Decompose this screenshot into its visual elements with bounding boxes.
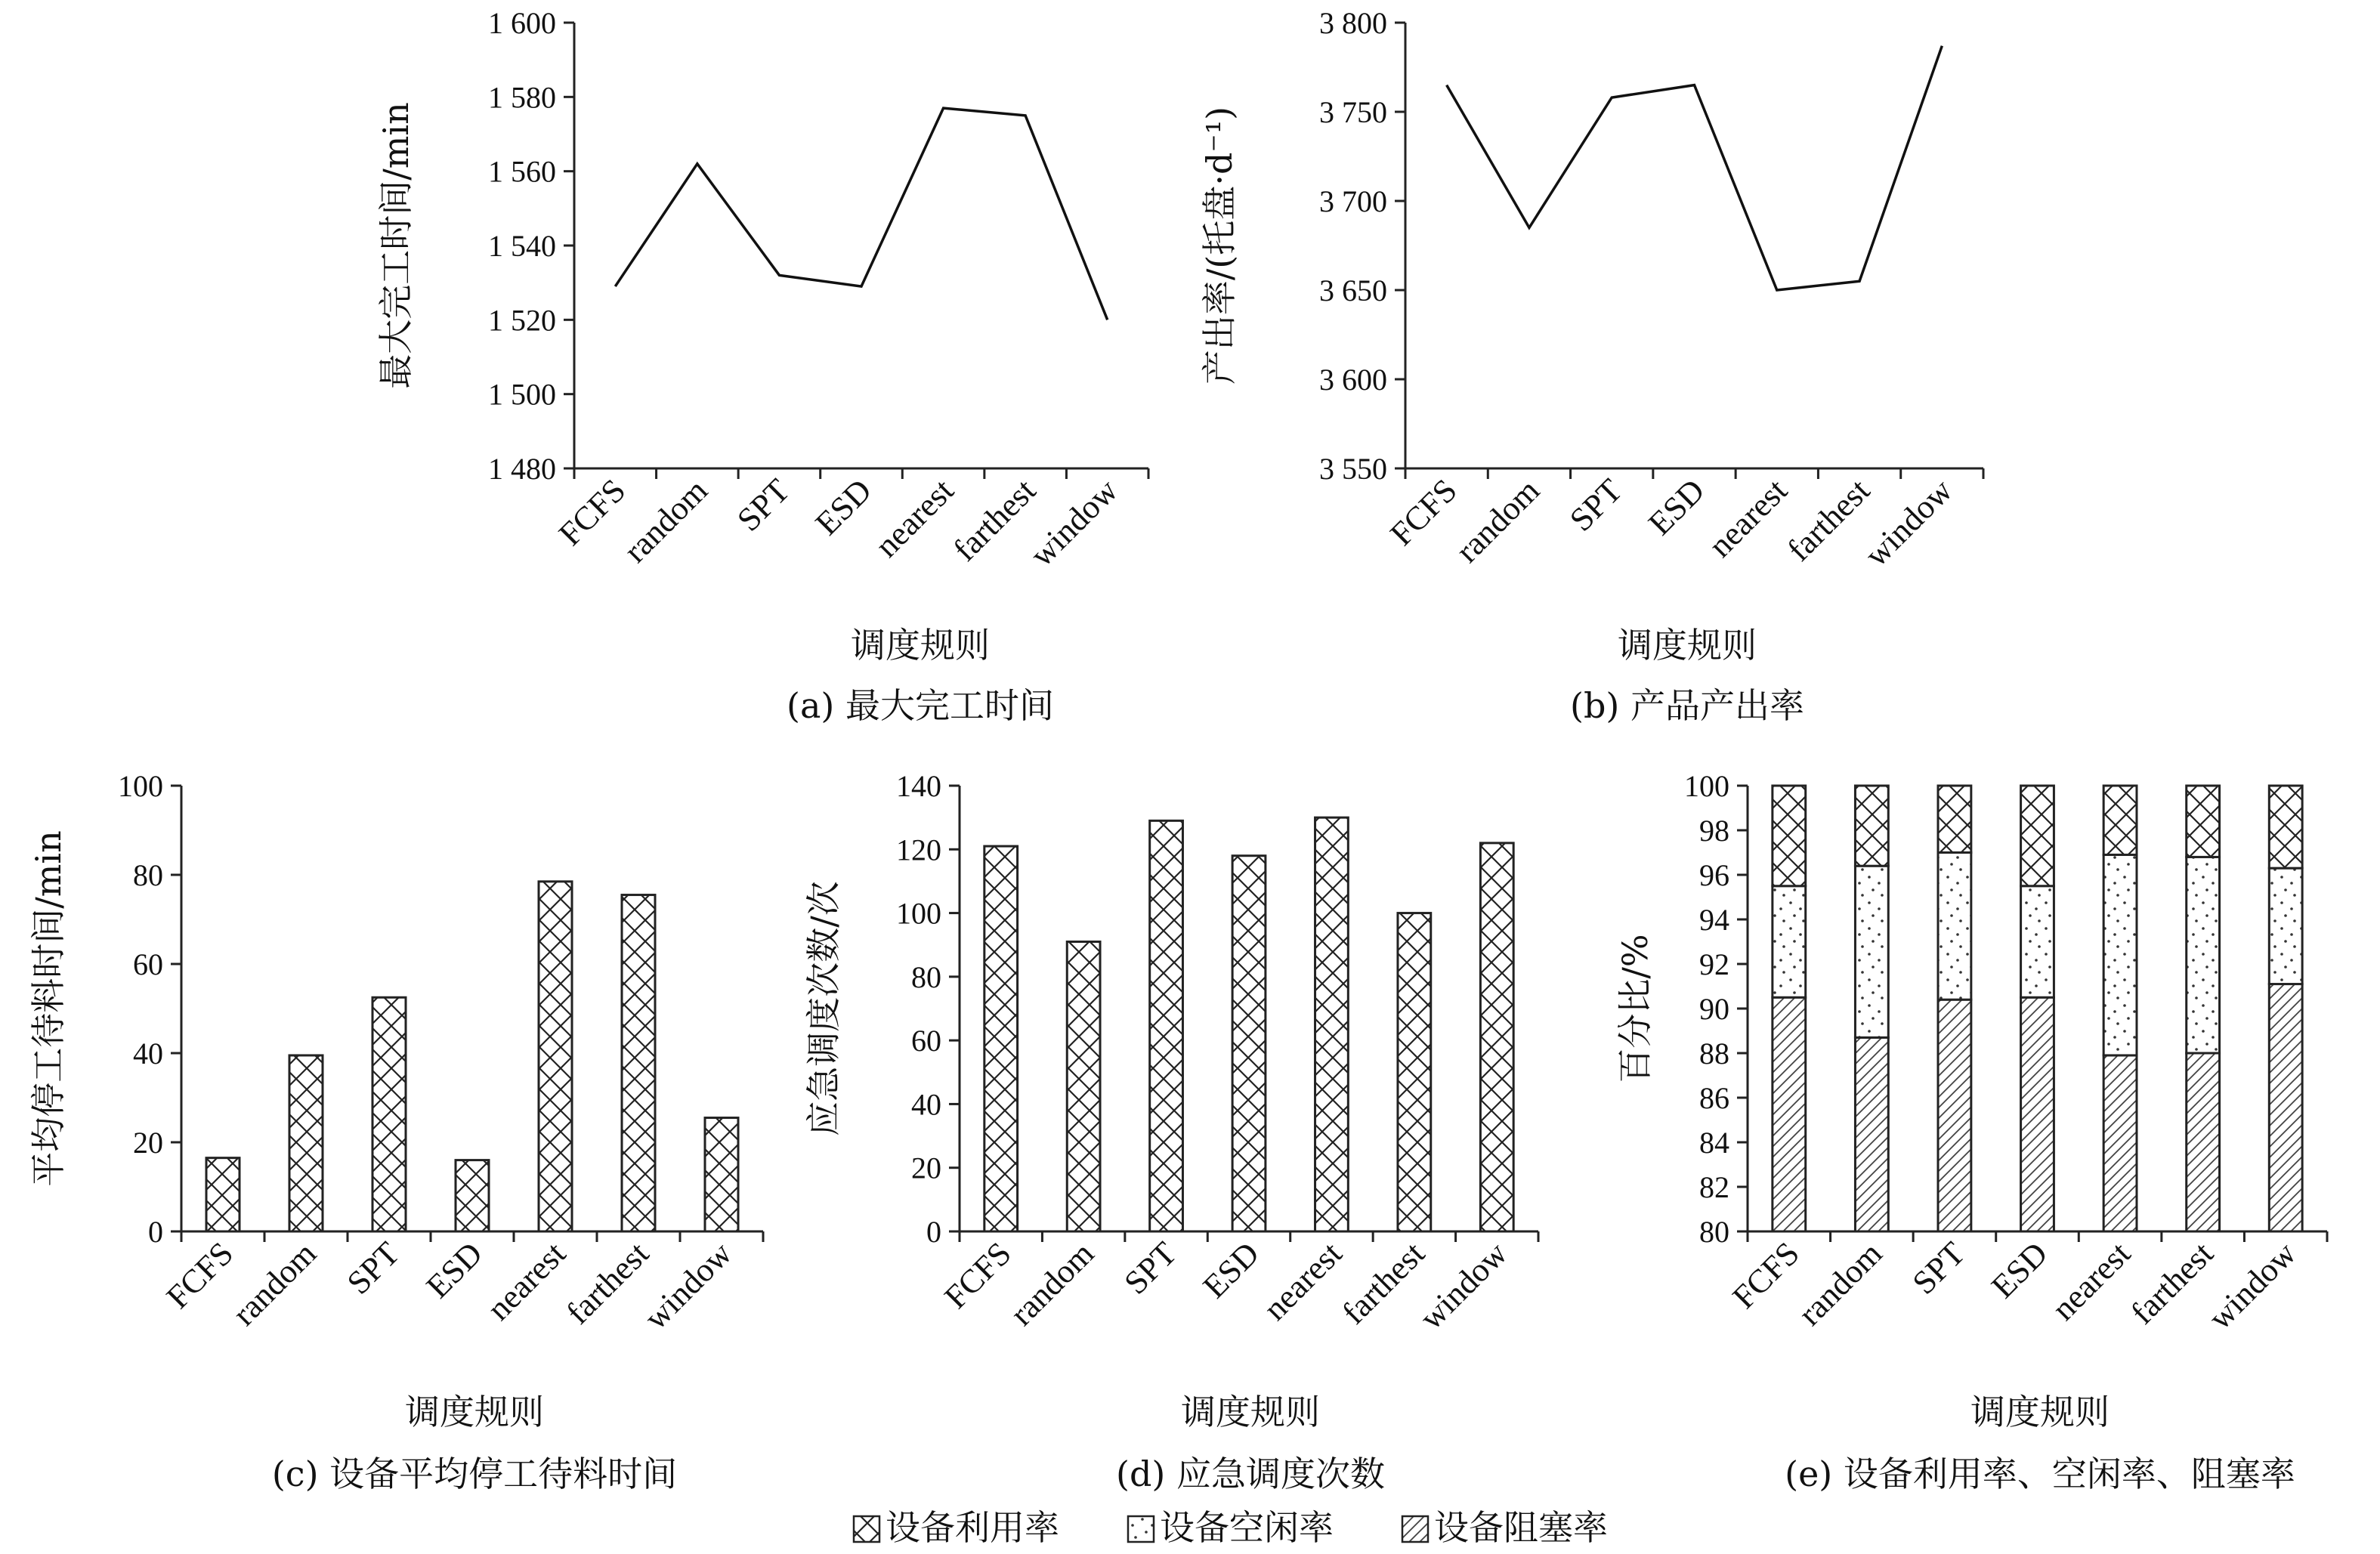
chart-a-makespan <box>376 6 1148 726</box>
bar-window <box>1480 843 1513 1231</box>
bar-segment-window <box>2269 786 2302 868</box>
bar-segment-farthest <box>2187 857 2220 1053</box>
y-axis-title: 百分比/% <box>1615 934 1655 1083</box>
y-tick-label: 40 <box>133 1037 163 1070</box>
chart-c-avg-idle-time <box>28 769 763 1494</box>
y-tick-label: 1 540 <box>488 229 556 263</box>
chart-caption: (c) 设备平均停工待料时间 <box>271 1454 678 1494</box>
bar-segment-FCFS <box>1773 786 1806 886</box>
bar-nearest <box>1315 817 1349 1231</box>
y-tick-label: 94 <box>1699 903 1729 937</box>
x-tick-label-window: window <box>1412 1234 1515 1337</box>
bar-random <box>289 1055 323 1231</box>
bar-segment-window <box>2269 984 2302 1231</box>
chart-e-utilization-stacked <box>1615 769 2327 1494</box>
y-tick-label: 60 <box>911 1024 941 1058</box>
x-tick-label-SPT: SPT <box>1562 471 1630 539</box>
bar-ESD <box>456 1160 489 1231</box>
x-tick-label-random: random <box>1791 1234 1890 1333</box>
x-tick-label-window: window <box>1022 471 1125 574</box>
bar-random <box>1067 942 1100 1232</box>
x-tick-label-farthest: farthest <box>1780 471 1878 569</box>
bar-segment-farthest <box>2187 786 2220 857</box>
x-tick-label-random: random <box>1003 1234 1102 1333</box>
bar-FCFS <box>984 846 1018 1231</box>
chart-caption: (b) 产品产出率 <box>1570 685 1804 726</box>
x-axis-title: 调度规则 <box>851 625 990 666</box>
legend-label-idle: 设备空闲率 <box>1160 1507 1334 1548</box>
y-tick-label: 0 <box>148 1215 163 1249</box>
x-tick-label-random: random <box>1448 471 1547 570</box>
y-tick-label: 20 <box>133 1126 163 1160</box>
bar-segment-nearest <box>2103 786 2137 854</box>
x-tick-label-farthest: farthest <box>946 471 1043 569</box>
bar-segment-FCFS <box>1773 886 1806 998</box>
x-tick-label-nearest: nearest <box>1702 471 1794 565</box>
x-tick-label-FCFS: FCFS <box>937 1234 1018 1316</box>
y-tick-label: 60 <box>133 947 163 981</box>
x-tick-label-FCFS: FCFS <box>1383 471 1464 553</box>
y-tick-label: 80 <box>911 959 941 994</box>
bar-SPT <box>1150 820 1183 1231</box>
bar-segment-nearest <box>2103 854 2137 1055</box>
bar-farthest <box>1398 913 1431 1231</box>
y-tick-label: 20 <box>911 1151 941 1185</box>
x-tick-label-ESD: ESD <box>1641 471 1712 542</box>
bar-segment-random <box>1855 866 1888 1037</box>
x-tick-label-window: window <box>2201 1234 2304 1337</box>
y-tick-label: 1 600 <box>488 6 556 40</box>
x-tick-label-SPT: SPT <box>730 471 797 539</box>
bar-FCFS <box>206 1158 240 1231</box>
x-tick-label-nearest: nearest <box>1256 1234 1349 1328</box>
chart-caption: (a) 最大完工时间 <box>787 685 1054 726</box>
x-tick-label-ESD: ESD <box>1195 1234 1267 1305</box>
y-tick-label: 90 <box>1699 992 1729 1026</box>
y-tick-label: 3 650 <box>1319 273 1387 307</box>
series-line <box>615 108 1107 320</box>
legend-swatch-blocked <box>1402 1516 1428 1542</box>
x-tick-label-farthest: farthest <box>559 1234 657 1332</box>
bar-window <box>705 1118 738 1231</box>
y-tick-label: 1 520 <box>488 303 556 338</box>
bar-segment-FCFS <box>1773 997 1806 1231</box>
legend-swatch-idle <box>1128 1516 1154 1542</box>
y-axis-title: 产出率/(托盘·d⁻¹) <box>1199 106 1240 385</box>
chart-d-emergency-dispatch <box>803 769 1538 1494</box>
x-tick-label-nearest: nearest <box>2045 1234 2138 1328</box>
x-tick-label-FCFS: FCFS <box>159 1234 241 1316</box>
x-axis-title: 调度规则 <box>405 1392 544 1432</box>
x-tick-label-ESD: ESD <box>808 471 879 542</box>
x-tick-label-nearest: nearest <box>867 471 961 565</box>
x-tick-label-SPT: SPT <box>1905 1234 1972 1302</box>
x-tick-label-ESD: ESD <box>1984 1234 2055 1305</box>
y-tick-label: 84 <box>1699 1126 1729 1160</box>
x-axis-title: 调度规则 <box>1970 1392 2110 1432</box>
bar-segment-SPT <box>1938 853 1971 1000</box>
y-tick-label: 100 <box>118 769 163 803</box>
y-tick-label: 1 480 <box>488 452 556 486</box>
legend-swatch-utilization <box>854 1516 879 1542</box>
y-tick-label: 100 <box>896 896 941 931</box>
y-tick-label: 100 <box>1684 769 1729 803</box>
y-tick-label: 96 <box>1699 858 1729 892</box>
legend-label-utilization: 设备利用率 <box>886 1507 1059 1548</box>
y-axis-title: 平均停工待料时间/min <box>28 830 69 1187</box>
bar-ESD <box>1232 856 1266 1231</box>
y-tick-label: 140 <box>896 769 941 803</box>
y-tick-label: 3 800 <box>1319 6 1387 40</box>
legend <box>854 1507 1608 1548</box>
y-tick-label: 1 500 <box>488 377 556 412</box>
x-tick-label-window: window <box>1857 471 1960 574</box>
bar-segment-ESD <box>2021 997 2054 1231</box>
bar-SPT <box>372 997 406 1231</box>
x-tick-label-farthest: farthest <box>2123 1234 2221 1332</box>
y-tick-label: 92 <box>1699 947 1729 981</box>
x-axis-title: 调度规则 <box>1181 1392 1320 1432</box>
x-tick-label-SPT: SPT <box>339 1234 407 1302</box>
y-tick-label: 1 560 <box>488 154 556 189</box>
y-tick-label: 40 <box>911 1087 941 1122</box>
x-tick-label-nearest: nearest <box>480 1234 573 1328</box>
bar-segment-window <box>2269 868 2302 984</box>
legend-label-blocked: 设备阻塞率 <box>1434 1507 1608 1548</box>
bar-segment-farthest <box>2187 1053 2220 1231</box>
chart-b-output-rate <box>1199 6 1983 726</box>
y-tick-label: 98 <box>1699 814 1729 848</box>
x-tick-label-FCFS: FCFS <box>1725 1234 1807 1316</box>
y-tick-label: 1 580 <box>488 80 556 115</box>
y-tick-label: 3 750 <box>1319 95 1387 129</box>
bar-segment-SPT <box>1938 999 1971 1231</box>
y-tick-label: 80 <box>133 858 163 892</box>
y-tick-label: 86 <box>1699 1081 1729 1115</box>
bar-farthest <box>622 895 655 1231</box>
y-tick-label: 82 <box>1699 1170 1729 1204</box>
x-tick-label-random: random <box>225 1234 324 1333</box>
chart-caption: (e) 设备利用率、空闲率、阻塞率 <box>1785 1454 2295 1494</box>
bar-segment-nearest <box>2103 1055 2137 1231</box>
y-tick-label: 3 550 <box>1319 452 1387 486</box>
x-tick-label-random: random <box>617 471 715 570</box>
y-tick-label: 3 700 <box>1319 184 1387 218</box>
bar-segment-ESD <box>2021 786 2054 886</box>
bar-segment-random <box>1855 786 1888 866</box>
y-tick-label: 80 <box>1699 1215 1729 1249</box>
x-tick-label-window: window <box>637 1234 740 1337</box>
y-axis-title: 应急调度次数/次 <box>803 881 844 1136</box>
y-tick-label: 120 <box>896 833 941 867</box>
bar-nearest <box>539 882 572 1231</box>
bar-segment-SPT <box>1938 786 1971 853</box>
chart-caption: (d) 应急调度次数 <box>1116 1454 1385 1494</box>
x-tick-label-SPT: SPT <box>1117 1234 1184 1302</box>
x-axis-title: 调度规则 <box>1618 625 1757 666</box>
y-tick-label: 88 <box>1699 1037 1729 1070</box>
x-tick-label-farthest: farthest <box>1334 1234 1432 1332</box>
y-tick-label: 0 <box>926 1215 941 1249</box>
y-axis-title: 最大完工时间/min <box>376 102 416 389</box>
bar-segment-random <box>1855 1037 1888 1231</box>
series-line <box>1447 46 1943 290</box>
x-tick-label-ESD: ESD <box>419 1234 490 1305</box>
y-tick-label: 3 600 <box>1319 363 1387 397</box>
bar-segment-ESD <box>2021 886 2054 998</box>
x-tick-label-FCFS: FCFS <box>552 471 633 553</box>
